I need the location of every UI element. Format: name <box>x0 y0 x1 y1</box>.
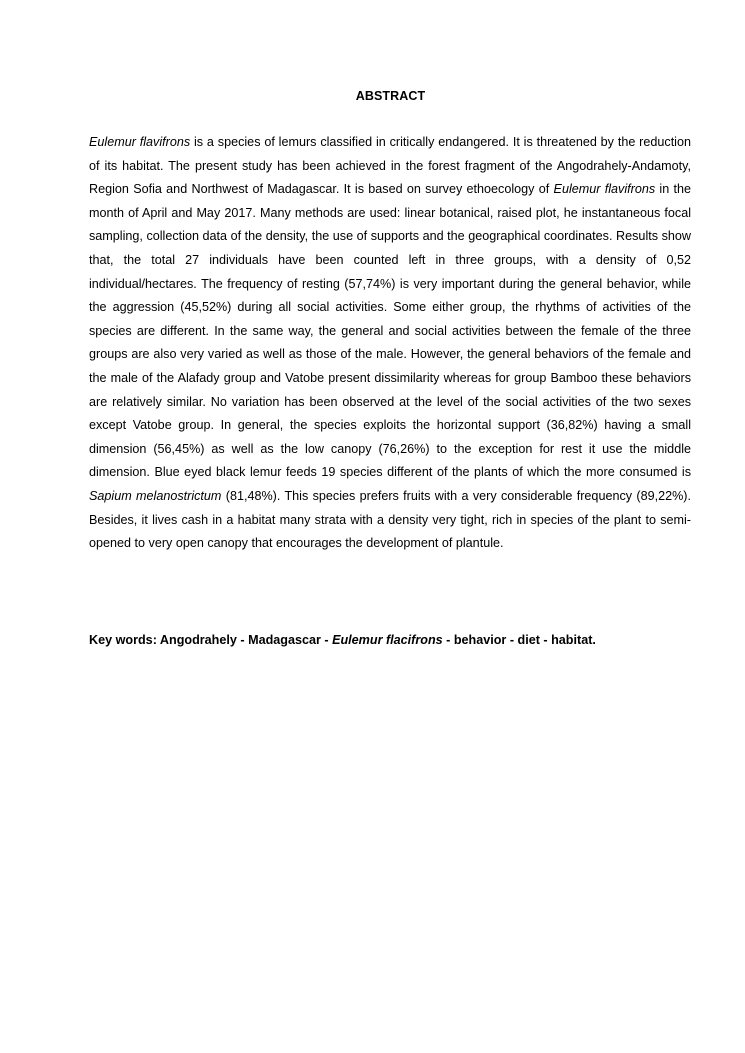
species-name: Eulemur flavifrons <box>89 135 191 149</box>
abstract-paragraph <box>89 131 691 556</box>
abstract-text: is a species of lemurs classified in critically endangered. It is threatened by the reduction of its habitat. The present study has been achieved in the forest fragment of the Angodrahely-Andamoty, Region Sofia and Northwest of Madagascar. It is based on survey ethoecology of <box>89 135 691 197</box>
keywords-prefix: Key words: Angodrahely - Madagascar - <box>89 633 333 647</box>
species-name: Eulemur flavifrons <box>553 182 656 197</box>
abstract-text: (81,48%). This species prefers fruits with a very considerable frequency (89,22%). Besides, it lives cash in a habitat many strata with a density very tight, rich in species of the plant to semi-opened to very open canopy that encourages the development of plantule. <box>89 488 691 551</box>
keywords-line <box>89 629 691 653</box>
species-name: Sapium melanostrictum <box>89 488 222 503</box>
abstract-text: in the month of April and May 2017. Many methods are used: linear botanical, raised plot, he instantaneous focal sampling, collection data of the density, the use of supports and the geographical coordinates. Results show that, the total 27 individuals have been counted left in three groups, with a density of 0,52 individual/hectares. The frequency of resting (57,74%) is very important during the general behavior, while the aggression (45,52%) during all social activities. Some either group, the rhythms of activities of the species are different. In the same way, the general and social activities between the female of the three groups are also very varied as well as those of the male. However, the general behaviors of the female and the male of the Alafady group and Vatobe present dissimilarity whereas for group Bamboo these behaviors are relatively similar. No variation has been observed at the level of the social activities of the two sexes except Vatobe group. In general, the species exploits the horizontal support (36,82%) having a small dimension (56,45%) as well as the low canopy (76,26%) to the exception for rest it use the middle dimension. Blue eyed black lemur feeds 19 species different of the plants of which the more consumed is <box>89 182 692 480</box>
abstract-heading: ABSTRACT <box>355 89 426 103</box>
keywords-suffix: - behavior - diet - habitat. <box>442 633 596 647</box>
keywords-species: Eulemur flacifrons <box>332 633 443 647</box>
